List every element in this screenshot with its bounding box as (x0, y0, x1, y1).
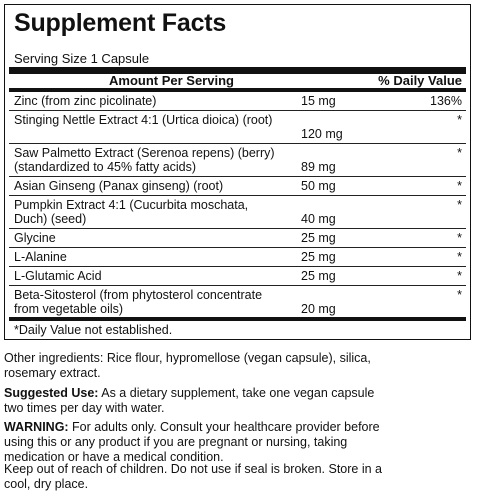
warning (4, 420, 476, 465)
row-divider (9, 176, 466, 177)
row-divider (9, 285, 466, 286)
header-amount: Amount Per Serving (109, 73, 234, 88)
ingredient-name: Pumpkin Extract 4:1 (Cucurbita moschata, (14, 198, 249, 212)
row-divider (9, 247, 466, 248)
other-ingredients-line: rosemary extract. (4, 366, 101, 380)
other-ingredients (4, 351, 476, 381)
ingredient-name-line2: Duch) (seed) (14, 212, 87, 226)
ingredient-dv: * (457, 250, 462, 264)
suggested-use-text-line2: two times per day with water. (4, 401, 165, 415)
serving-size: Serving Size 1 Capsule (14, 51, 150, 66)
ingredient-amount: 40 mg (301, 212, 336, 226)
row-divider (9, 195, 466, 196)
ingredient-name: Zinc (from zinc picolinate) (14, 94, 157, 108)
warning-label: WARNING: (4, 420, 69, 434)
ingredient-dv: * (457, 231, 462, 245)
ingredient-name-line2: (standardized to 45% fatty acids) (14, 160, 197, 174)
ingredient-name-line2: from vegetable oils) (14, 302, 124, 316)
ingredient-dv: * (457, 113, 462, 127)
ingredient-name: L-Glutamic Acid (14, 269, 102, 283)
warning-text-line2: using this or any product if you are pregnant or nursing, taking (4, 435, 348, 449)
ingredient-amount: 50 mg (301, 179, 336, 193)
ingredient-amount: 120 mg (301, 127, 343, 141)
storage-line: cool, dry place. (4, 477, 89, 491)
ingredient-dv: * (457, 288, 462, 302)
ingredient-dv: * (457, 146, 462, 160)
ingredient-name: Asian Ginseng (Panax ginseng) (root) (14, 179, 224, 193)
suggested-use (4, 386, 476, 416)
ingredient-amount: 25 mg (301, 250, 336, 264)
warning-text-line3: medication or have a medical condition. (4, 450, 224, 464)
supplement-facts-panel (4, 4, 471, 340)
ingredient-dv: * (457, 198, 462, 212)
ingredient-dv: * (457, 179, 462, 193)
daily-value-footnote: *Daily Value not established. (14, 323, 173, 337)
suggested-use-label: Suggested Use: (4, 386, 99, 400)
ingredient-amount: 89 mg (301, 160, 336, 174)
ingredient-dv: * (457, 269, 462, 283)
storage-instructions (4, 462, 476, 492)
ingredient-amount: 15 mg (301, 94, 336, 108)
thick-rule-bottom (9, 317, 466, 321)
ingredient-name: Beta-Sitosterol (from phytosterol concentrate (14, 288, 263, 302)
row-divider (9, 143, 466, 144)
row-divider (9, 110, 466, 111)
header-daily-value: % Daily Value (378, 73, 462, 88)
other-ingredients-line: Other ingredients: Rice flour, hypromellose (vegan capsule), silica, (4, 351, 371, 365)
ingredient-dv: 136% (430, 94, 462, 108)
ingredient-name: Saw Palmetto Extract (Serenoa repens) (berry) (14, 146, 275, 160)
ingredient-amount: 20 mg (301, 302, 336, 316)
row-divider (9, 228, 466, 229)
thick-rule-header (9, 88, 466, 92)
row-divider (9, 266, 466, 267)
storage-line: Keep out of reach of children. Do not use if seal is broken. Store in a (4, 462, 382, 476)
suggested-use-text: As a dietary supplement, take one vegan capsule (98, 386, 375, 400)
warning-text: For adults only. Consult your healthcare provider before (68, 420, 380, 434)
ingredient-amount: 25 mg (301, 269, 336, 283)
ingredient-amount: 25 mg (301, 231, 336, 245)
ingredient-name: Stinging Nettle Extract 4:1 (Urtica dioica) (root) (14, 113, 273, 127)
ingredient-name: Glycine (14, 231, 56, 245)
facts-title: Supplement Facts (14, 9, 227, 37)
ingredient-name: L-Alanine (14, 250, 67, 264)
